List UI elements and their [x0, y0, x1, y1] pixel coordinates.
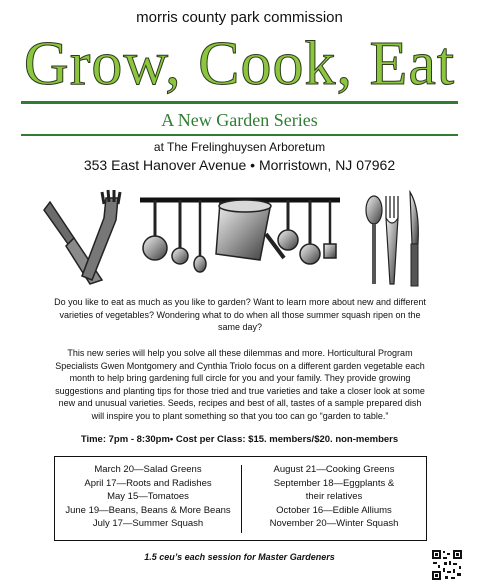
- ceu-note: 1.5 ceu’s each session for Master Gardeners: [144, 552, 335, 562]
- intro-paragraph-1: Do you like to eat as much as you like to garden? Want to learn more about new and different varieties of vegetables? Wondering what to do when all those summer squash ripen on the same day?: [54, 297, 426, 332]
- schedule-item: July 17—Summer Squash: [92, 518, 204, 530]
- schedule-item: November 20—Winter Squash: [269, 518, 399, 530]
- kitchen-tools-illustration: [40, 188, 440, 290]
- schedule-item: March 20—Salad Greens: [94, 464, 202, 475]
- title-rule-bottom: [21, 134, 458, 136]
- organization-name: morris county park commission: [136, 9, 343, 26]
- subtitle: A New Garden Series: [161, 110, 318, 130]
- schedule-column-right: [241, 463, 427, 531]
- knife-icon: [410, 192, 418, 286]
- qr-code-icon[interactable]: [431, 549, 463, 581]
- schedule-item: April 17—Roots and Radishes: [84, 477, 212, 489]
- schedule-item: May 15—Tomatoes: [107, 491, 189, 503]
- schedule-column-left: [55, 463, 241, 531]
- fork-icon: [386, 196, 398, 284]
- garden-fork-icon: [82, 190, 120, 280]
- schedule-item: September 18—Eggplants &: [273, 477, 395, 489]
- spoon-icon: [366, 196, 382, 284]
- page-title: Grow, Cook, Eat: [23, 30, 456, 98]
- schedule-item: June 19—Beans, Beans & More Beans: [65, 504, 231, 516]
- address: 353 East Hanover Avenue • Morristown, NJ 07962: [83, 157, 396, 173]
- schedule-item: October 16—Edible Alliums: [276, 504, 392, 516]
- schedule-box: [54, 456, 427, 541]
- intro-paragraph-2: This new series will help you solve all these dilemmas and more. Horticultural Program Specialists Gwen Montgomery and Cynthia Triolo focus on a different garden vegetable each month to help bring gardening full circle for you and your family. They provide growing suggestions and planting tips for those tried and true varieties and take a closer look at some new and unusual varieties. Seeds, recipes and best of all, tastes of a sample prepared dish will inspire you to plant something so that you too can go “garden to table.”: [55, 348, 425, 421]
- pot-icon: [216, 200, 284, 260]
- title-rule-top: [21, 101, 458, 104]
- venue: at The Frelinghuysen Arboretum: [153, 140, 326, 154]
- schedule-item: their relatives: [305, 491, 363, 503]
- time-and-cost: Time: 7pm - 8:30pm• Cost per Class: $15. members/$20. non-members: [80, 434, 399, 445]
- schedule-item: August 21—Cooking Greens: [273, 464, 395, 475]
